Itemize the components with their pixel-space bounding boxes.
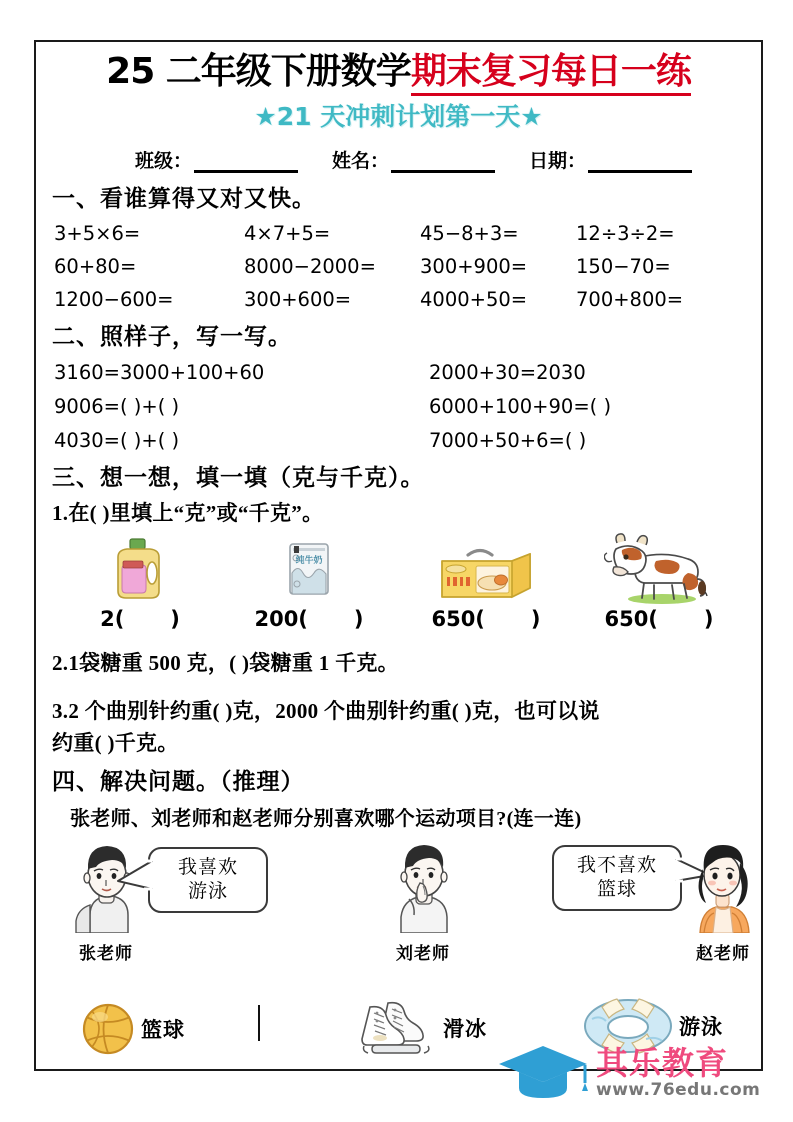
teacher-zhang-bubble-tail-icon xyxy=(114,859,156,903)
problem-item[interactable]: 150−70= xyxy=(576,255,671,278)
milk-pouch-icon xyxy=(281,539,337,605)
section-4-question: 张老师、刘老师和赵老师分别喜欢哪个运动项目?(连一连) xyxy=(70,808,582,830)
weight-item-bread-label[interactable] xyxy=(431,607,540,631)
name-field-blank[interactable] xyxy=(391,153,495,173)
detergent-bottle-icon xyxy=(104,535,176,605)
section-3-question-3-line-2[interactable]: 约重( )千克。 xyxy=(52,731,179,755)
section-4-heading: 四、解决问题。（推理） xyxy=(52,769,305,794)
teacher-zhang-speech-bubble xyxy=(148,847,268,913)
basketball-icon xyxy=(80,1001,136,1057)
problem-item[interactable]: 12÷3÷2= xyxy=(576,222,675,245)
weight-item-cow xyxy=(574,533,744,631)
teacher-liu-avatar xyxy=(387,837,459,933)
worksheet-subtitle-row xyxy=(52,97,745,133)
weight-value: 2( xyxy=(100,607,125,631)
worksheet-content xyxy=(36,42,761,1069)
bubble-line-2: 篮球 xyxy=(596,878,637,900)
weight-item-bread xyxy=(398,533,574,631)
problem-item[interactable]: 300+900= xyxy=(420,255,528,278)
weight-paren-close: ) xyxy=(353,607,364,631)
sport-skating-label: 滑冰 xyxy=(443,1017,487,1041)
problem-item[interactable]: 4×7+5= xyxy=(244,222,331,245)
date-field[interactable] xyxy=(529,146,692,173)
teacher-liu-name: 刘老师 xyxy=(396,944,450,963)
watermark-brand: 其乐教育 xyxy=(596,1044,729,1082)
teacher-liu xyxy=(387,837,459,964)
section-1-heading: 一、看谁算得又对又快。 xyxy=(52,186,316,211)
student-fields xyxy=(52,146,745,173)
watermark-url: www.76edu.com xyxy=(596,1080,761,1100)
section-2-heading: 二、照样子，写一写。 xyxy=(52,324,292,349)
sport-swimming-label: 游泳 xyxy=(679,1015,723,1039)
weight-item-detergent xyxy=(60,533,220,631)
decomposition-item[interactable]: 7000+50+6=( ) xyxy=(429,429,587,452)
section-3-question-2[interactable]: 2.1袋糖重 500 克，( )袋糖重 1 千克。 xyxy=(52,651,399,675)
decomposition-item[interactable]: 3160=3000+100+60 xyxy=(54,361,265,384)
worksheet-title xyxy=(52,51,745,92)
weight-item-milk-label[interactable] xyxy=(254,607,363,631)
date-field-label: 日期： xyxy=(529,150,587,172)
ice-skates-icon xyxy=(352,997,438,1059)
svg-text:纯牛奶: 纯牛奶 xyxy=(295,556,323,566)
decomposition-item[interactable]: 6000+100+90=( ) xyxy=(429,395,612,418)
weight-item-cow-label[interactable] xyxy=(604,607,713,631)
weight-item-detergent-label[interactable] xyxy=(100,607,180,631)
detergent-bottle-art xyxy=(104,533,176,605)
title-black-part: 25 二年级下册数学 xyxy=(106,51,411,92)
date-field-blank[interactable] xyxy=(588,153,692,173)
weight-picture-row xyxy=(52,533,745,631)
class-field[interactable] xyxy=(135,146,298,173)
section-2-problem-grid xyxy=(52,361,745,452)
cow-icon xyxy=(604,533,714,605)
class-field-blank[interactable] xyxy=(194,153,298,173)
weight-value: 650( xyxy=(431,607,485,631)
worksheet-subtitle: ★21 天冲刺计划第一天★ xyxy=(254,102,543,131)
decomposition-item[interactable]: 2000+30=2030 xyxy=(429,361,586,384)
class-field-label: 班级： xyxy=(134,150,192,172)
teacher-zhao xyxy=(690,837,756,964)
title-red-part: 期末复习每日一练 xyxy=(411,51,691,96)
teacher-zhao-name: 赵老师 xyxy=(696,944,750,963)
decomposition-item[interactable]: 4030=( )+( ) xyxy=(54,429,180,452)
connect-line-stroke xyxy=(258,1005,260,1041)
worksheet-page xyxy=(34,40,763,1071)
watermark-text xyxy=(596,1044,761,1100)
section-1-problem-grid xyxy=(52,222,745,311)
problem-item[interactable]: 700+800= xyxy=(576,288,684,311)
teacher-zhao-speech-bubble xyxy=(552,845,682,911)
sport-skating[interactable] xyxy=(352,997,487,1059)
weight-value: 650( xyxy=(604,607,658,631)
weight-paren-close: ) xyxy=(530,607,541,631)
name-field[interactable] xyxy=(332,146,495,173)
bread-box-icon xyxy=(434,543,538,605)
teacher-zhang-name: 张老师 xyxy=(79,944,133,963)
problem-item[interactable]: 8000−2000= xyxy=(244,255,376,278)
section-3-question-1: 1.在( )里填上“克”或“千克”。 xyxy=(52,501,324,525)
problem-item[interactable]: 60+80= xyxy=(54,255,137,278)
weight-paren-close: ) xyxy=(170,607,180,631)
section-3-question-3-line-1[interactable]: 3.2 个曲别针约重( )克，2000 个曲别针约重( )克，也可以说 xyxy=(52,699,600,723)
bubble-line-1: 我喜欢 xyxy=(177,857,238,878)
weight-paren-close: ) xyxy=(703,607,714,631)
section-3-heading: 三、想一想，填一填（克与千克）。 xyxy=(52,465,425,490)
problem-item[interactable]: 1200−600= xyxy=(54,288,174,311)
cow-art xyxy=(604,533,714,605)
problem-item[interactable]: 4000+50= xyxy=(420,288,528,311)
bubble-line-2: 游泳 xyxy=(187,880,228,902)
weight-item-milk xyxy=(220,533,398,631)
problem-item[interactable]: 45−8+3= xyxy=(420,222,519,245)
watermark xyxy=(497,1042,760,1104)
problem-item[interactable]: 3+5×6= xyxy=(54,222,141,245)
weight-value: 200( xyxy=(254,607,308,631)
graduation-cap-icon xyxy=(497,1042,589,1104)
milk-pouch-art xyxy=(281,533,337,605)
bubble-line-1: 我不喜欢 xyxy=(576,855,657,876)
teacher-zhao-avatar xyxy=(690,837,756,933)
decomposition-item[interactable]: 9006=( )+( ) xyxy=(54,395,180,418)
teachers-row xyxy=(52,837,750,977)
sport-basketball[interactable] xyxy=(80,1001,185,1057)
problem-item[interactable]: 300+600= xyxy=(244,288,352,311)
bread-box-art xyxy=(434,533,538,605)
name-field-label: 姓名： xyxy=(331,150,389,172)
sport-basketball-label: 篮球 xyxy=(141,1018,185,1042)
